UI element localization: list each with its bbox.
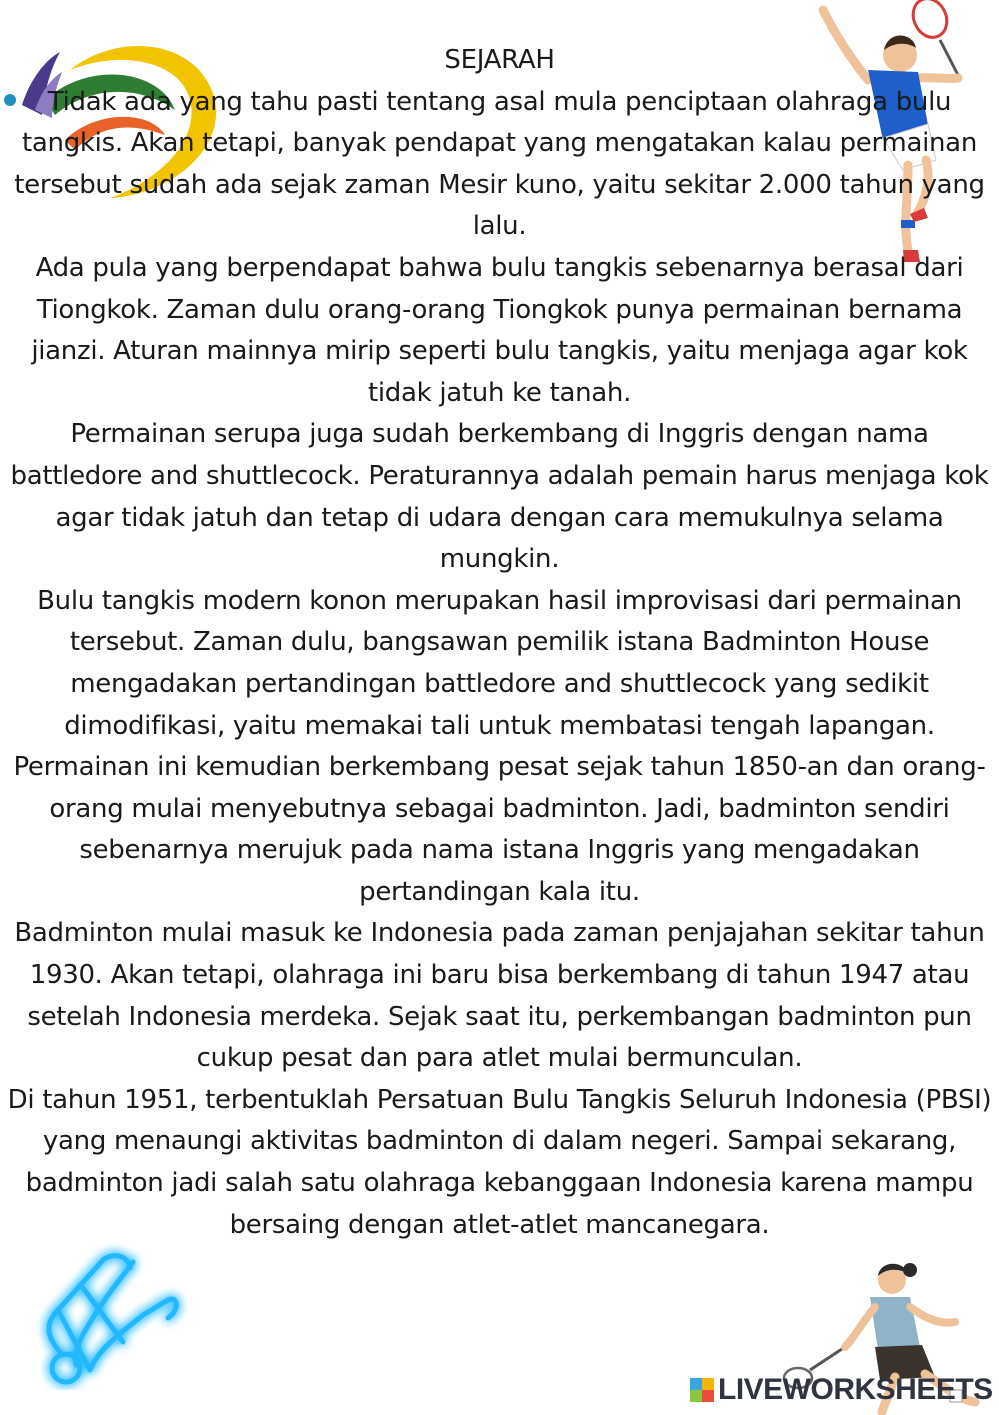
paragraph-3: Permainan serupa juga sudah berkembang di Inggris dengan nama battledore and shuttlecock. Peraturannya adalah pemain harus menjaga kok agar tidak jatuh dan tetap di udara dengan cara memukulnya selama mungkin. xyxy=(10,419,989,575)
liveworksheets-logo xyxy=(690,1372,993,1408)
paragraph-7: Di tahun 1951, terbentuklah Persatuan Bulu Tangkis Seluruh Indonesia (PBSI) yang menaungi aktivitas badminton di dalam negeri. Sampai sekarang, badminton jadi salah satu olahraga kebanggaan Indonesia karena mampu bersaing dengan atlet-atlet mancanegara. xyxy=(7,1084,992,1240)
paragraph-2: Ada pula yang berpendapat bahwa bulu tangkis sebenarnya berasal dari Tiongkok. Zaman dulu orang-orang Tiongkok punya permainan bernama jianzi. Aturan mainnya mirip seperti bulu tangkis, yaitu menjaga agar kok tidak jatuh ke tanah. xyxy=(31,252,968,408)
liveworksheets-wordmark: LIVEWORKSHEETS xyxy=(718,1373,993,1406)
paragraph-4: Bulu tangkis modern konon merupakan hasil improvisasi dari permainan tersebut. Zaman dulu, bangsawan pemilik istana Badminton House mengadakan pertandingan battledore and shuttlecock yang sedikit dimodifikasi, yaitu memakai tali untuk membatasi tengah lapangan. xyxy=(37,585,962,741)
document-body xyxy=(6,40,993,1246)
page-title: SEJARAH xyxy=(444,45,555,75)
paragraph-6: Badminton mulai masuk ke Indonesia pada zaman penjajahan sekitar tahun 1930. Akan tetapi, olahraga ini baru bisa berkembang di tahun 1947 atau setelah Indonesia merdeka. Sejak saat itu, perkembangan badminton pun cukup pesat dan para atlet mulai bermunculan. xyxy=(14,918,985,1074)
liveworksheets-badge-icon xyxy=(690,1378,714,1402)
paragraph-5: Permainan ini kemudian berkembang pesat sejak tahun 1850-an dan orang-orang mulai menyebutnya sebagai badminton. Jadi, badminton sendiri sebenarnya merujuk pada nama istana Inggris yang mengadakan pertandingan kala itu. xyxy=(13,752,986,907)
paragraph-1: Tidak ada yang tahu pasti tentang asal mula penciptaan olahraga bulu tangkis. Akan tetapi, banyak pendapat yang mengatakan kalau permainan tersebut sudah ada sejak zaman Mesir kuno, yaitu sekitar 2.000 tahun yang lalu. xyxy=(14,86,985,242)
glowing-shuttlecock-icon xyxy=(18,1240,188,1390)
